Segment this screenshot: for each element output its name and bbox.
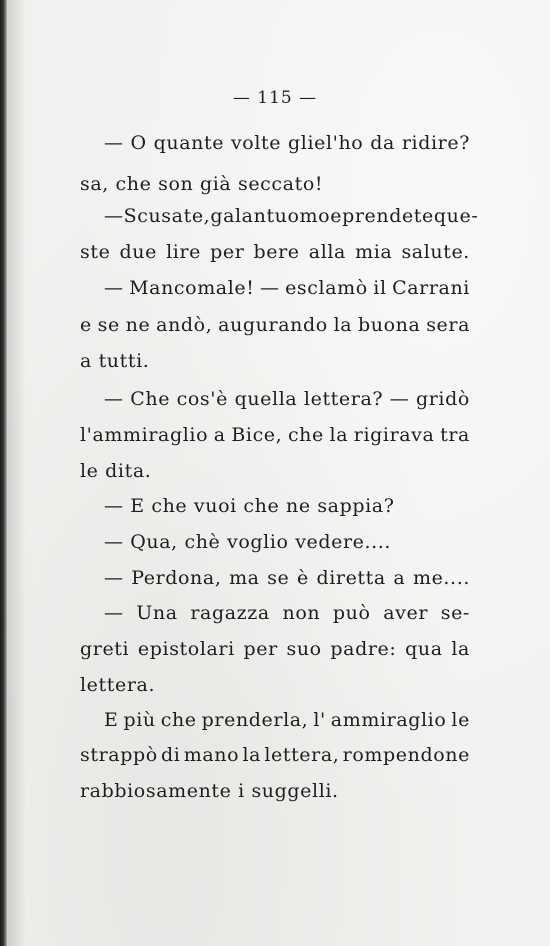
text-line-10: le dita. xyxy=(80,460,152,482)
text-line-14: — Una ragazza non può aver se- xyxy=(104,602,470,624)
page-binding-edge xyxy=(0,0,8,946)
text-line-13: — Perdona, ma se è diretta a me.... xyxy=(104,567,470,589)
text-line-2: sa, che son già seccato! xyxy=(80,173,324,195)
text-line-3: — Scusate, galantuomo e prendete que- xyxy=(104,205,479,227)
text-line-15: greti epistolari per suo padre: qua la xyxy=(80,638,470,660)
text-line-7: a tutti. xyxy=(80,350,150,372)
text-line-6: e se ne andò, augurando la buona sera xyxy=(80,314,470,336)
text-line-9: l'ammiraglio a Bice, che la rigirava tra xyxy=(80,424,470,446)
text-line-16: lettera. xyxy=(80,674,156,696)
text-line-4: ste due lire per bere alla mia salute. xyxy=(80,241,470,263)
text-line-19: rabbiosamente i suggelli. xyxy=(80,780,339,802)
text-line-5: — Mancomale! — esclamò il Carrani xyxy=(104,277,470,299)
text-line-8: — Che cos'è quella lettera? — gridò xyxy=(104,388,470,410)
page-number: — 115 — xyxy=(232,88,318,108)
text-line-12: — Qua, chè voglio vedere.... xyxy=(104,531,392,553)
page-gutter-shadow xyxy=(8,0,26,946)
text-line-17: E più che prenderla, l' ammiraglio le xyxy=(104,709,470,731)
text-line-1: — O quante volte gliel'ho da ridire? xyxy=(104,132,470,154)
text-line-11: — E che vuoi che ne sappia? xyxy=(104,495,395,517)
text-line-18: strappò di mano la lettera, rompendone xyxy=(80,744,470,766)
